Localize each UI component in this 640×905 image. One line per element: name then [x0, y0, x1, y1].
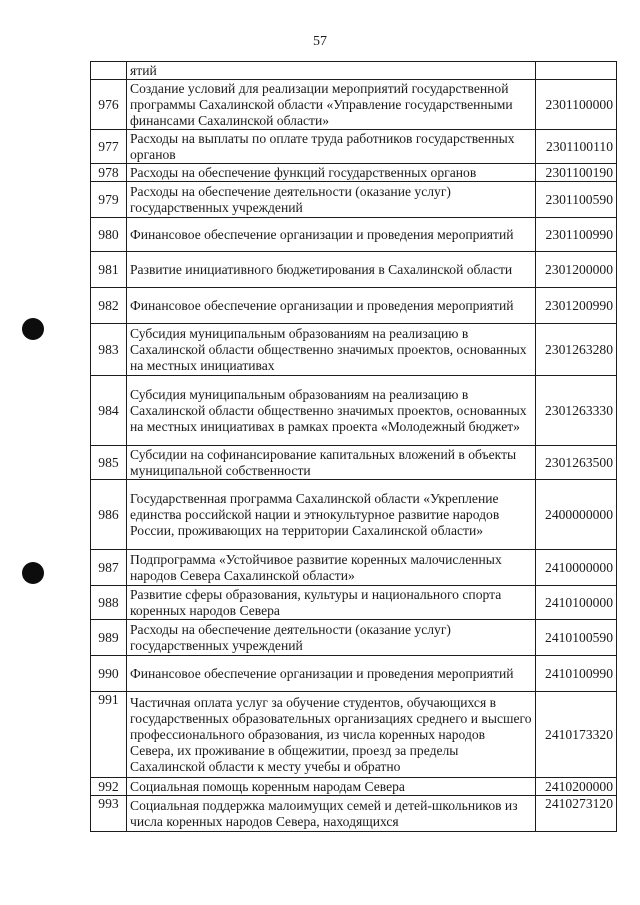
row-name: ятий [127, 62, 536, 80]
table-row [91, 376, 617, 446]
row-code: 2410100590 [536, 620, 617, 656]
row-code [536, 62, 617, 80]
row-code: 2410100000 [536, 586, 617, 620]
row-number: 977 [91, 130, 127, 164]
row-name: Подпрограмма «Устойчивое развитие коренных малочисленных народов Севера Сахалинской области» [127, 550, 536, 586]
table-row [91, 324, 617, 376]
row-number: 987 [91, 550, 127, 586]
row-code: 2301200990 [536, 288, 617, 324]
row-name: Создание условий для реализации мероприятий государственной программы Сахалинской области «Управление государственными финансами Сахалинской области» [127, 80, 536, 130]
table-row [91, 164, 617, 182]
row-code: 2400000000 [536, 480, 617, 550]
row-number: 985 [91, 446, 127, 480]
row-name: Расходы на выплаты по оплате труда работников государственных органов [127, 130, 536, 164]
row-code: 2301100190 [536, 164, 617, 182]
row-code: 2410273120 [536, 796, 617, 832]
row-code: 2410173320 [536, 692, 617, 778]
row-code: 2301100110 [536, 130, 617, 164]
row-name: Социальная помощь коренным народам Севера [127, 778, 536, 796]
row-number: 976 [91, 80, 127, 130]
row-name: Финансовое обеспечение организации и проведения мероприятий [127, 656, 536, 692]
row-name: Финансовое обеспечение организации и проведения мероприятий [127, 288, 536, 324]
row-number: 990 [91, 656, 127, 692]
table-row [91, 586, 617, 620]
row-number: 991 [91, 692, 127, 778]
row-code: 2410200000 [536, 778, 617, 796]
row-code: 2301200000 [536, 252, 617, 288]
table-row [91, 778, 617, 796]
punch-hole-mark [22, 318, 44, 340]
table-row [91, 252, 617, 288]
row-number [91, 62, 127, 80]
table-row [91, 620, 617, 656]
row-number: 993 [91, 796, 127, 832]
row-number: 982 [91, 288, 127, 324]
row-code: 2410000000 [536, 550, 617, 586]
row-number: 986 [91, 480, 127, 550]
table-row [91, 656, 617, 692]
table-row [91, 550, 617, 586]
table-row [91, 218, 617, 252]
row-name: Развитие инициативного бюджетирования в Сахалинской области [127, 252, 536, 288]
row-number: 983 [91, 324, 127, 376]
row-code: 2301100590 [536, 182, 617, 218]
row-number: 980 [91, 218, 127, 252]
row-code: 2301263280 [536, 324, 617, 376]
row-number: 981 [91, 252, 127, 288]
table-row [91, 446, 617, 480]
row-number: 989 [91, 620, 127, 656]
row-number: 984 [91, 376, 127, 446]
punch-hole-mark [22, 562, 44, 584]
table-row [91, 62, 617, 80]
table-row [91, 692, 617, 778]
table-row [91, 130, 617, 164]
row-code: 2301100000 [536, 80, 617, 130]
row-number: 979 [91, 182, 127, 218]
budget-code-table [90, 61, 617, 832]
row-name: Расходы на обеспечение деятельности (оказание услуг) государственных учреждений [127, 620, 536, 656]
page-number: 57 [313, 34, 327, 49]
row-name: Социальная поддержка малоимущих семей и детей-школьников из числа коренных народов Севера, находящихся [127, 796, 536, 832]
row-name: Частичная оплата услуг за обучение студентов, обучающихся в государственных образовательных организациях среднего и высшего профессионального образования, из числа коренных народов Севера, их проживание в общежитии, проезд за пределы Сахалинской области к месту учебы и обратно [127, 692, 536, 778]
row-number: 988 [91, 586, 127, 620]
row-number: 992 [91, 778, 127, 796]
table-row [91, 182, 617, 218]
row-name: Государственная программа Сахалинской области «Укрепление единства российской нации и этнокультурное развитие народов России, проживающих на территории Сахалинской области» [127, 480, 536, 550]
row-name: Расходы на обеспечение деятельности (оказание услуг) государственных учреждений [127, 182, 536, 218]
row-code: 2301263330 [536, 376, 617, 446]
row-name: Финансовое обеспечение организации и проведения мероприятий [127, 218, 536, 252]
row-code: 2301263500 [536, 446, 617, 480]
table-row [91, 288, 617, 324]
row-name: Субсидия муниципальным образованиям на реализацию в Сахалинской области общественно значимых проектов, основанных на местных инициативах [127, 324, 536, 376]
table-row [91, 80, 617, 130]
row-code: 2410100990 [536, 656, 617, 692]
table-row [91, 480, 617, 550]
row-number: 978 [91, 164, 127, 182]
row-name: Расходы на обеспечение функций государственных органов [127, 164, 536, 182]
table-row [91, 796, 617, 832]
row-name: Субсидия муниципальным образованиям на реализацию в Сахалинской области общественно значимых проектов, основанных на местных инициативах в рамках проекта «Молодежный бюджет» [127, 376, 536, 446]
row-name: Развитие сферы образования, культуры и национального спорта коренных народов Севера [127, 586, 536, 620]
row-code: 2301100990 [536, 218, 617, 252]
row-name: Субсидии на софинансирование капитальных вложений в объекты муниципальной собственности [127, 446, 536, 480]
